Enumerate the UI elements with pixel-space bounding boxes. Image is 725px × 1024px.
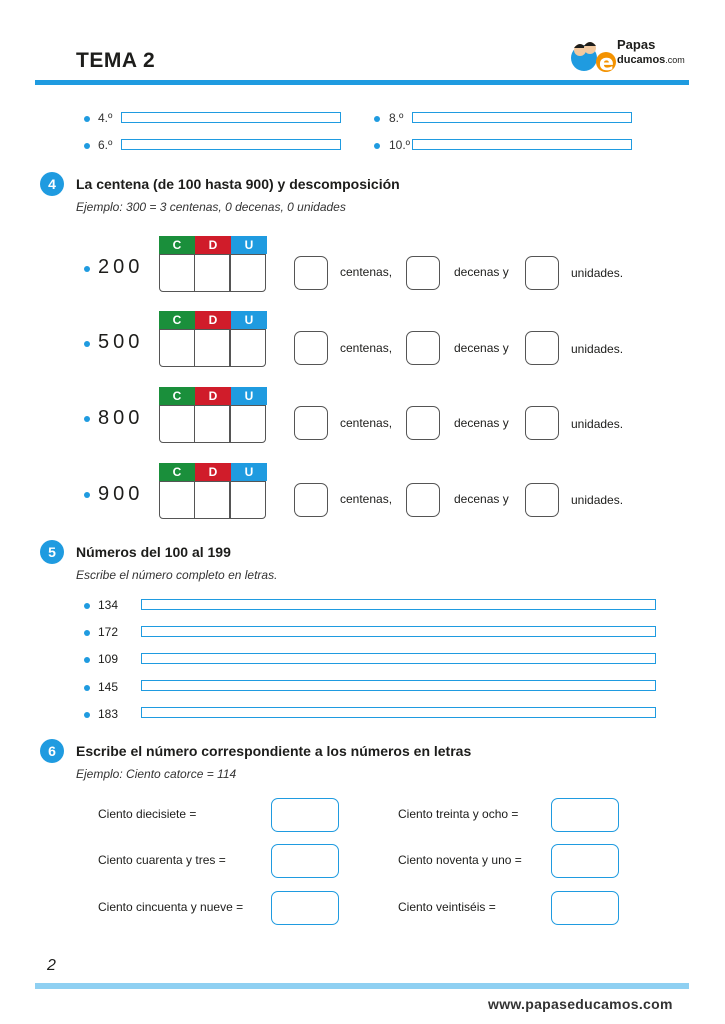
number-label: 183 bbox=[98, 707, 119, 721]
question-label: Ciento cincuenta y nueve = bbox=[98, 900, 244, 914]
answer-box[interactable] bbox=[271, 844, 339, 878]
answer-box[interactable] bbox=[551, 844, 619, 878]
decenas-label: decenas y bbox=[454, 416, 509, 430]
question-label: Ciento treinta y ocho = bbox=[398, 807, 519, 821]
cdu-cell-c[interactable] bbox=[159, 405, 195, 443]
answer-line[interactable] bbox=[141, 599, 656, 610]
answer-line[interactable] bbox=[141, 626, 656, 637]
ordinal-label: 8.º bbox=[389, 111, 404, 125]
decenas-label: decenas y bbox=[454, 265, 509, 279]
cdu-header-d: D bbox=[195, 311, 231, 329]
centenas-label: centenas, bbox=[340, 341, 393, 355]
unidades-label: unidades. bbox=[571, 417, 624, 431]
section-example: Ejemplo: Ciento catorce = 114 bbox=[76, 767, 237, 781]
number-label: 900 bbox=[98, 483, 144, 505]
section-title: Escribe el número correspondiente a los números en letras bbox=[76, 743, 472, 759]
logo-text-papas: Papas bbox=[617, 37, 656, 52]
section-example: Ejemplo: 300 = 3 centenas, 0 decenas, 0 unidades bbox=[76, 200, 346, 214]
decenas-box[interactable] bbox=[406, 256, 440, 290]
number-label: 172 bbox=[98, 625, 119, 639]
answer-box[interactable] bbox=[271, 891, 339, 925]
centenas-box[interactable] bbox=[294, 256, 328, 290]
decenas-box[interactable] bbox=[406, 331, 440, 365]
bullet-icon bbox=[374, 143, 380, 149]
decenas-label: decenas y bbox=[454, 492, 509, 506]
cdu-cell-d[interactable] bbox=[194, 254, 230, 292]
answer-box[interactable] bbox=[271, 798, 339, 832]
cdu-cell-d[interactable] bbox=[194, 329, 230, 367]
unidades-label: unidades. bbox=[571, 266, 624, 280]
svg-text:e: e bbox=[599, 51, 614, 74]
cdu-table bbox=[159, 463, 267, 521]
unidades-label: unidades. bbox=[571, 342, 624, 356]
cdu-header-d: D bbox=[195, 387, 231, 405]
decenas-box[interactable] bbox=[406, 483, 440, 517]
bullet-icon bbox=[374, 116, 380, 122]
centenas-box[interactable] bbox=[294, 331, 328, 365]
cdu-header-c: C bbox=[159, 311, 195, 329]
cdu-cell-d[interactable] bbox=[194, 481, 230, 519]
decenas-label: decenas y bbox=[454, 341, 509, 355]
cdu-cell-u[interactable] bbox=[230, 481, 266, 519]
bullet-icon bbox=[84, 116, 90, 122]
question-label: Ciento veintiséis = bbox=[398, 900, 496, 914]
bullet-icon bbox=[84, 143, 90, 149]
ordinal-answer-line[interactable] bbox=[121, 112, 341, 123]
answer-line[interactable] bbox=[141, 680, 656, 691]
cdu-cell-c[interactable] bbox=[159, 254, 195, 292]
header-bar bbox=[35, 80, 689, 85]
logo-text-educamos bbox=[617, 54, 685, 66]
page-title: TEMA 2 bbox=[76, 49, 156, 72]
ordinal-label: 10.º bbox=[389, 138, 411, 152]
logo-text-main: ducamos bbox=[617, 54, 666, 66]
bullet-icon bbox=[84, 492, 90, 498]
answer-line[interactable] bbox=[141, 707, 656, 718]
question-label: Ciento diecisiete = bbox=[98, 807, 197, 821]
unidades-label: unidades. bbox=[571, 493, 624, 507]
unidades-box[interactable] bbox=[525, 256, 559, 290]
section-number: 6 bbox=[40, 739, 64, 763]
unidades-box[interactable] bbox=[525, 331, 559, 365]
centenas-label: centenas, bbox=[340, 265, 393, 279]
answer-box[interactable] bbox=[551, 891, 619, 925]
number-label: 145 bbox=[98, 680, 119, 694]
ordinal-answer-line[interactable] bbox=[412, 112, 632, 123]
footer-bar bbox=[35, 983, 689, 989]
cdu-table bbox=[159, 311, 267, 369]
section-instruction: Escribe el número completo en letras. bbox=[76, 568, 278, 582]
cdu-header-d: D bbox=[195, 463, 231, 481]
ordinal-label: 6.º bbox=[98, 138, 113, 152]
cdu-header-u: U bbox=[231, 311, 267, 329]
bullet-icon bbox=[84, 657, 90, 663]
cdu-header-c: C bbox=[159, 236, 195, 254]
bullet-icon bbox=[84, 266, 90, 272]
cdu-cell-d[interactable] bbox=[194, 405, 230, 443]
bullet-icon bbox=[84, 416, 90, 422]
page-number: 2 bbox=[47, 957, 56, 974]
ordinal-answer-line[interactable] bbox=[121, 139, 341, 150]
cdu-cell-u[interactable] bbox=[230, 254, 266, 292]
centenas-label: centenas, bbox=[340, 492, 393, 506]
number-label: 500 bbox=[98, 331, 144, 353]
centenas-box[interactable] bbox=[294, 483, 328, 517]
logo bbox=[570, 36, 690, 74]
decenas-box[interactable] bbox=[406, 406, 440, 440]
cdu-header-d: D bbox=[195, 236, 231, 254]
question-label: Ciento noventa y uno = bbox=[398, 853, 522, 867]
bullet-icon bbox=[84, 685, 90, 691]
cdu-cell-u[interactable] bbox=[230, 405, 266, 443]
cdu-cell-u[interactable] bbox=[230, 329, 266, 367]
cdu-header-u: U bbox=[231, 463, 267, 481]
unidades-box[interactable] bbox=[525, 406, 559, 440]
number-label: 134 bbox=[98, 598, 119, 612]
cdu-header-c: C bbox=[159, 387, 195, 405]
logo-e-icon bbox=[597, 50, 617, 74]
bullet-icon bbox=[84, 712, 90, 718]
cdu-header-c: C bbox=[159, 463, 195, 481]
ordinal-label: 4.º bbox=[98, 111, 113, 125]
section-title: La centena (de 100 hasta 900) y descomposición bbox=[76, 176, 400, 192]
answer-line[interactable] bbox=[141, 653, 656, 664]
unidades-box[interactable] bbox=[525, 483, 559, 517]
answer-box[interactable] bbox=[551, 798, 619, 832]
footer-site-link[interactable]: www.papaseducamos.com bbox=[488, 996, 673, 1012]
bullet-icon bbox=[84, 630, 90, 636]
centenas-label: centenas, bbox=[340, 416, 393, 430]
centenas-box[interactable] bbox=[294, 406, 328, 440]
cdu-cell-c[interactable] bbox=[159, 329, 195, 367]
bullet-icon bbox=[84, 603, 90, 609]
section-number: 5 bbox=[40, 540, 64, 564]
cdu-table bbox=[159, 387, 267, 445]
cdu-cell-c[interactable] bbox=[159, 481, 195, 519]
cdu-header-u: U bbox=[231, 387, 267, 405]
bullet-icon bbox=[84, 341, 90, 347]
number-label: 109 bbox=[98, 652, 119, 666]
number-label: 800 bbox=[98, 407, 144, 429]
section-number: 4 bbox=[40, 172, 64, 196]
ordinal-answer-line[interactable] bbox=[412, 139, 632, 150]
cdu-table bbox=[159, 236, 267, 294]
question-label: Ciento cuarenta y tres = bbox=[98, 853, 226, 867]
cdu-header-u: U bbox=[231, 236, 267, 254]
number-label: 200 bbox=[98, 256, 144, 278]
section-title: Números del 100 al 199 bbox=[76, 544, 231, 560]
logo-text-suffix: .com bbox=[665, 55, 685, 65]
